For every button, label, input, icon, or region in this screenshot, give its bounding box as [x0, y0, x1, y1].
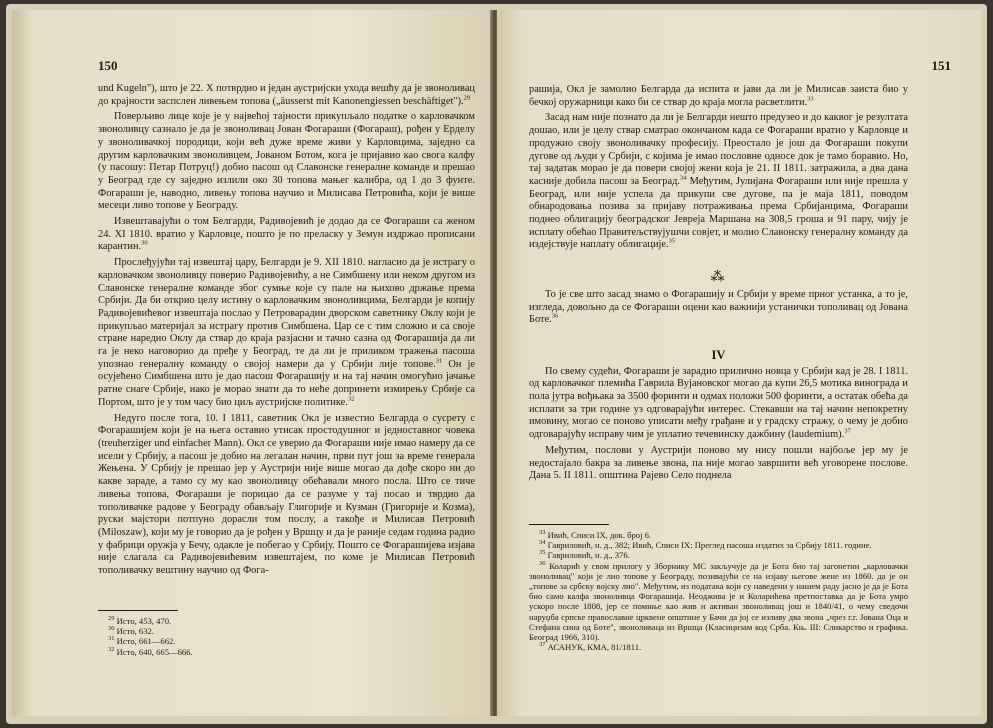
footnote-ref: 29	[463, 94, 471, 102]
footnote-ref: 31	[435, 357, 443, 365]
page-number: 150	[98, 58, 118, 73]
right-footnotes	[529, 530, 908, 652]
paragraph: Извештавајући о том Белгарди, Радивојевић је додао да се Фогараши са женом 24. XI 1810. вратио у Карловце, пошто је по преласку у Земун издржао прописани карантин.$^{30}$	[98, 216, 475, 253]
footnote-ref: 34	[679, 174, 687, 182]
book-spread	[6, 4, 987, 724]
paragraph: und Kugeln"), што је 22. X потврдио и један аустријски ухода вешћу да је звоноливац до крајности заспслен ливењем топова („äusserst mit Kanonengiessen beschäftiget").$^{29}$	[98, 83, 475, 107]
left-page	[12, 10, 492, 716]
footnote-ref: 35	[668, 237, 676, 245]
footnote-ref: 30	[141, 239, 148, 247]
paragraph: рашија, Окл је замолио Белгарда да испита и јави да ли је Милисав заиста био у бечкој оружарници како би се ствар до краја могла расветлити.$^{33}$	[529, 84, 908, 108]
right-page-body	[529, 84, 908, 483]
footnote: $^{31}$ Исто, 661—662.	[108, 635, 176, 647]
footnote-ref: 32	[347, 395, 355, 403]
paragraph: Недуго после тога, 10. I 1811, саветник Окл је известио Белгарда о сусрету с Фогарашијем који је на њега оставио утисак простодушног и једноставног човека (treuherziger und einfacher Mann). Окл се уверио да Фогараши није имао намеру да се исели у Србију, а пасош је добио на легалан начин, први пут још за време генерала Жењена. У Србију је прешао јер у Аустрији није више могао да дође скоро ни до какве зараде, а тамо су му као звоноливцу обећавали много посла. Што се тиче ливења топова, Фогараши је порицао да се разуме у тај посао и тврдио да тополивачке радове у Београду обављају Глигорије и Кузман (Григорије и Козма), руски мајстори потпуно дорасли том послу, а такође и Милисав Петровић (Miloszaw), који му је говорио да је рођен у Вршцу и да је раније седам година радио у фабрици оружја у Бечу, одакле је побегао у Србију. Пошто се Фогарашијева изјава није слагала са Радивојевићевим извештајем, по коме је Милисав Петровић тополивачку вештину научио од Фога-	[98, 412, 475, 577]
paragraph: Засад нам није познато да ли је Белгарди нешто предузео и до каквог је резултата дошао, или је целу ствар сматрао окончаном када се Фогараши вратио у Карловце и продужио своју звоноливачку професију. Преостало је још да Фогараши покупи дугове од људи у Србији, с којима је имао пословне односе док је тамо боравио. Но, тај задатак морао је да повери својој жени која је 21. II 1811. затражила, а два дана касније добила пасош за Београд.$^{34}$ Међутим, Јулијана Фогараши или није прешла у Београд, или није успела да прикупи све дугове, па је маја 1811, поводом обнародовања позива за пријаву потраживања према Србијанцима, Фогараши поднео облигацију београдског Јеврејa Маршана на 308,5 гроша и 91 пару, чију је исплату обећао Правитељствујушчи совјет, и молио Славонску генералну команду да издејствује наплату облигације.$^{35}$	[529, 112, 908, 251]
page-number: 151	[931, 58, 951, 73]
paragraph: Међутим, послови у Аустрији поново му нису пошли најбоље јер му је недостајало бакра за ливење звона, па није могао завршити већ уговорене послове. Дана 5. II 1811. општина Рајево Село поднела	[529, 444, 908, 482]
paragraph: Поверљиво лице које је у највећој тајности прикупљало податке о карловачком звоноливцу сазнало је да је звоноливац Јован Фогараши (Фогараш), рођен у Ерделу у звоноливачкој породици, који већ дуже време живи у Карловцима, заједно са другим карловачким звоноливцем, Јованом Ботом, кога је пријавио као свога калфу (у пасошу: Петар Потруц!) добио пасош од Славонске генералне команде и прешао у Београд где су заједно излили око 30 топова мањег калибра, од 1 до 3 фунте. Фогараши је, наводно, ливењу топова научио и Милисава Петровића, који је више месеци ливо топове у Београду.	[98, 111, 475, 212]
paragraph: То је све што засад знамо о Фогарашију и Србији у време прног устанка, а то је, изгледа, довољно да се Фогараши оцени као важнији устанички тополивац од Јована Боте.$^{36}$	[529, 288, 908, 326]
footnote: $^{35}$ Гавриловић, н. д., 376.	[539, 549, 630, 561]
footnote-ref: 37	[844, 427, 851, 435]
footnote: $^{32}$ Исто, 640, 665—666.	[108, 645, 193, 657]
footnote-divider	[529, 524, 609, 525]
footnote: $^{37}$ АСАНУК, КМА, 81/1811.	[539, 641, 642, 653]
footnote-ref: 33	[807, 95, 814, 103]
left-footnotes	[98, 616, 475, 657]
section-separator: ⁂	[710, 270, 727, 286]
left-page-body	[98, 83, 475, 578]
right-page	[497, 10, 981, 716]
footnote: $^{30}$ Исто, 632.	[108, 625, 154, 637]
footnote-divider	[98, 610, 178, 611]
footnote: $^{29}$ Исто, 453, 470.	[108, 615, 172, 626]
footnote: $^{36}$ Коларић у свом прилогу у Зборнику МС закључује да је Бота био тај загонетни „карловачки звоноливац" који је лио топове у Београду, позивајући се на изјаву његове жене из 1860. да је он „топове за србску војску лио". Међутим, из података који су наведени у нашем раду јасно је да је Бота био само калфа звоноливца Фогарашија. Неоджива је и Коларићева претпоставка да је Бота умро ускоро после 1808, јер се помиње као жив и активан звоноливац још и 1840/41, о чему сведочи наруџба српске православне црквене општине у Бачи да јој се изливу два звона „чрез г.г. Јована Оца и Стефана сина од Боте", звоноливаца из Вршца (Класицизам код Срба. Књ. III: Сликарство и графика. Београд 1966, 310).	[529, 559, 908, 643]
footnote: $^{33}$ Ивић, Списи IX, док. број 6.	[539, 529, 652, 540]
paragraph: По свему судећи, Фогараши је зарадио прилично новца у Србији кад је 28. I 1811. од карловачког племића Гаврила Вујановског могао да купи 26,5 мотика винограда и пола јутра вођњака за 3500 форинти и одмах положи 500 форинти, а остатак обећа да исплати за три године уз одговарајући интерес. Стекавши на тај начин непокретну имовину, могао се поново уписати међу грађане и у градску стражу, о чему је добио одговарајућу исправу чим је уплатио течевинску дажбину (laudemium).$^{37}$	[529, 365, 908, 441]
section-heading: IV	[711, 347, 726, 362]
paragraph: Прослеђујући тај извештај цару, Белгарди је 9. XII 1810. нагласио да је истрагу о карловачком звоноливцу поверио Радивојевићу, а не Симбшену или неком другом из Славонске генералне команде због сумње које су пале на њихово држање према Србији. Да би открио целу истину о карловачким звоноливцима, Белгарди је копију Радивојевићевог извештаја послао у Петроварадин дворском саветнику Оклу који је прикупљао материјал за истрагу против Симбшена. Цар се с тим сложио и са своје стране наредио Оклу да ствар до краја разјасни и тачно сазна од Фогарашија да ли га је неко наговорио да пређе у Београд, те да ли је приликом тражења пасоша упознао генералну команду о својој намери да у Србији лије топове.$^{31}$ Он је осујећено Симбшена што је дао пасош Фогарашију и на тај начин омогућио јачање ратне снаге Србије, иако је морао знати да то неће допринети измирењу Србије са Портом, што је у том часу био циљ аустријске политике.$^{32}$	[98, 257, 475, 408]
footnote-ref: 36	[551, 312, 559, 320]
footnote: $^{34}$ Гавриловић, н. д., 382; Ивић, Списи IX: Преглед пасоша издатих за Србију 1811. године.	[539, 539, 872, 551]
